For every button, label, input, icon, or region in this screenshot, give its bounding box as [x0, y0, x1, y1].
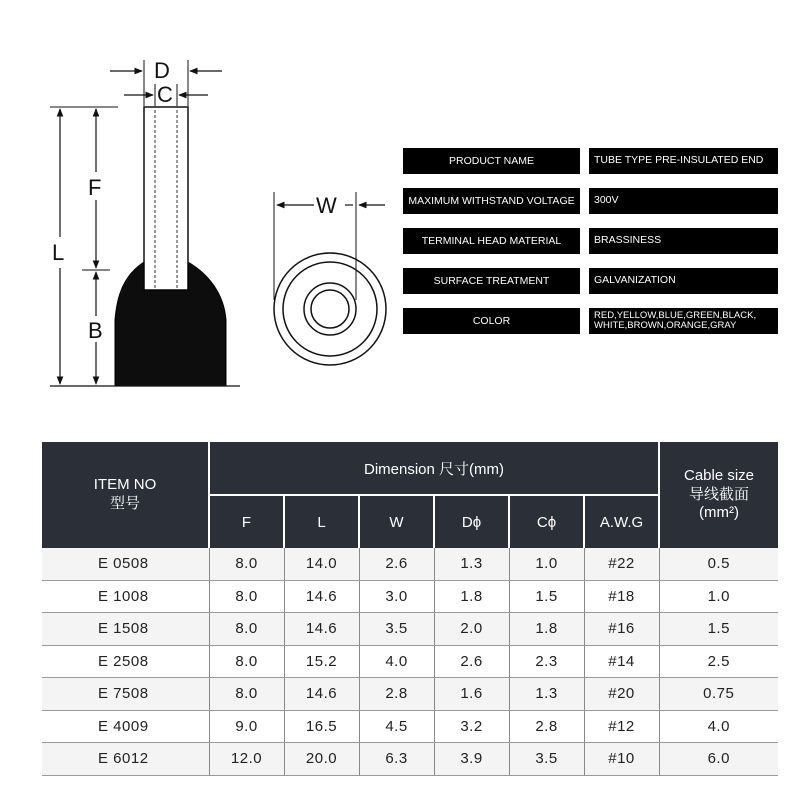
- table-cell: 2.0: [434, 613, 509, 646]
- table-cell: 1.8: [509, 613, 584, 646]
- table-cell: 8.0: [209, 580, 284, 613]
- table-cell: 3.9: [434, 743, 509, 776]
- table-row: [42, 678, 778, 711]
- table-row: [42, 613, 778, 646]
- table-cell: 14.6: [284, 580, 359, 613]
- table-row: [42, 580, 778, 613]
- item-no-cell: E 1508: [42, 613, 209, 646]
- dimension-label-c: C: [157, 82, 173, 107]
- table-cell: 1.3: [509, 678, 584, 711]
- item-no-cell: E 4009: [42, 710, 209, 743]
- table-cell: 14.6: [284, 613, 359, 646]
- item-no-cell: E 2508: [42, 645, 209, 678]
- spec-label: TERMINAL HEAD MATERIAL: [403, 228, 580, 254]
- spec-label: PRODUCT NAME: [403, 148, 580, 174]
- table-cell: 2.3: [509, 645, 584, 678]
- table-cell: 20.0: [284, 743, 359, 776]
- table-cell: 1.6: [434, 678, 509, 711]
- item-no-header-zh: 型号: [109, 495, 140, 512]
- table-cell: 2.8: [359, 678, 434, 711]
- dimension-label-w: W: [316, 193, 337, 218]
- spec-label: COLOR: [403, 308, 580, 334]
- table-row: [42, 710, 778, 743]
- table-cell: 3.2: [434, 710, 509, 743]
- table-cell: 0.75: [659, 678, 778, 711]
- item-no-cell: E 1008: [42, 580, 209, 613]
- table-cell: 1.0: [509, 548, 584, 580]
- table-cell: 1.5: [659, 613, 778, 646]
- table-cell: 3.5: [509, 743, 584, 776]
- table-cell: 1.5: [509, 580, 584, 613]
- table-cell: 8.0: [209, 613, 284, 646]
- dimension-label-d: D: [154, 58, 170, 83]
- item-no-cell: E 0508: [42, 548, 209, 580]
- item-no-header: [42, 442, 209, 548]
- table-cell: 2.6: [359, 548, 434, 580]
- table-cell: 1.0: [659, 580, 778, 613]
- terminal-technical-drawing: [0, 0, 400, 420]
- table-cell: #14: [584, 645, 659, 678]
- table-cell: 3.5: [359, 613, 434, 646]
- spec-label: MAXIMUM WITHSTAND VOLTAGE: [403, 188, 580, 214]
- item-no-header-en: ITEM NO: [93, 476, 157, 494]
- spec-value: TUBE TYPE PRE-INSULATED END: [589, 148, 778, 174]
- spec-value: GALVANIZATION: [589, 268, 778, 294]
- table-cell: 6.0: [659, 743, 778, 776]
- column-header-d: Dϕ: [434, 495, 509, 548]
- dimension-group-header: Dimension 尺寸(mm): [209, 442, 659, 495]
- table-cell: 14.6: [284, 678, 359, 711]
- column-header-f: F: [209, 495, 284, 548]
- column-header-l: L: [284, 495, 359, 548]
- table-cell: 2.6: [434, 645, 509, 678]
- table-cell: 9.0: [209, 710, 284, 743]
- table-cell: 12.0: [209, 743, 284, 776]
- table-cell: #12: [584, 710, 659, 743]
- table-row: [42, 548, 778, 580]
- cable-size-header-line2: 导线截面: [689, 485, 750, 503]
- column-header-c: Cϕ: [509, 495, 584, 548]
- table-cell: 4.0: [359, 645, 434, 678]
- dimension-label-l: L: [52, 240, 65, 265]
- dimension-label-f: F: [88, 175, 102, 200]
- table-cell: 8.0: [209, 645, 284, 678]
- column-header-awg: A.W.G: [584, 495, 659, 548]
- table-cell: 4.5: [359, 710, 434, 743]
- spec-value: 300V: [589, 188, 778, 214]
- cable-size-header-line1: Cable size: [683, 466, 755, 484]
- table-cell: #16: [584, 613, 659, 646]
- dimension-table: [42, 442, 778, 776]
- table-row: [42, 743, 778, 776]
- table-cell: #20: [584, 678, 659, 711]
- ferrule-end-view: [274, 253, 386, 365]
- cable-size-header-line3: (mm²): [699, 504, 739, 522]
- table-cell: 2.5: [659, 645, 778, 678]
- table-row: [42, 645, 778, 678]
- spec-value: BRASSINESS: [589, 228, 778, 254]
- spec-label: SURFACE TREATMENT: [403, 268, 580, 294]
- dimension-label-b: B: [88, 318, 103, 343]
- table-cell: 3.0: [359, 580, 434, 613]
- ferrule-side-view: [50, 107, 240, 386]
- item-no-cell: E 6012: [42, 743, 209, 776]
- table-cell: 8.0: [209, 548, 284, 580]
- table-cell: 16.5: [284, 710, 359, 743]
- table-cell: 4.0: [659, 710, 778, 743]
- spec-value: RED,YELLOW,BLUE,GREEN,BLACK, WHITE,BROWN,ORANGE,GRAY: [589, 308, 778, 334]
- column-header-w: W: [359, 495, 434, 548]
- table-cell: 1.3: [434, 548, 509, 580]
- table-cell: #10: [584, 743, 659, 776]
- cable-size-header: [659, 442, 778, 548]
- table-cell: #18: [584, 580, 659, 613]
- table-cell: 14.0: [284, 548, 359, 580]
- item-no-cell: E 7508: [42, 678, 209, 711]
- table-cell: 8.0: [209, 678, 284, 711]
- table-cell: 15.2: [284, 645, 359, 678]
- table-cell: 0.5: [659, 548, 778, 580]
- table-cell: 2.8: [509, 710, 584, 743]
- table-cell: #22: [584, 548, 659, 580]
- table-cell: 1.8: [434, 580, 509, 613]
- table-cell: 6.3: [359, 743, 434, 776]
